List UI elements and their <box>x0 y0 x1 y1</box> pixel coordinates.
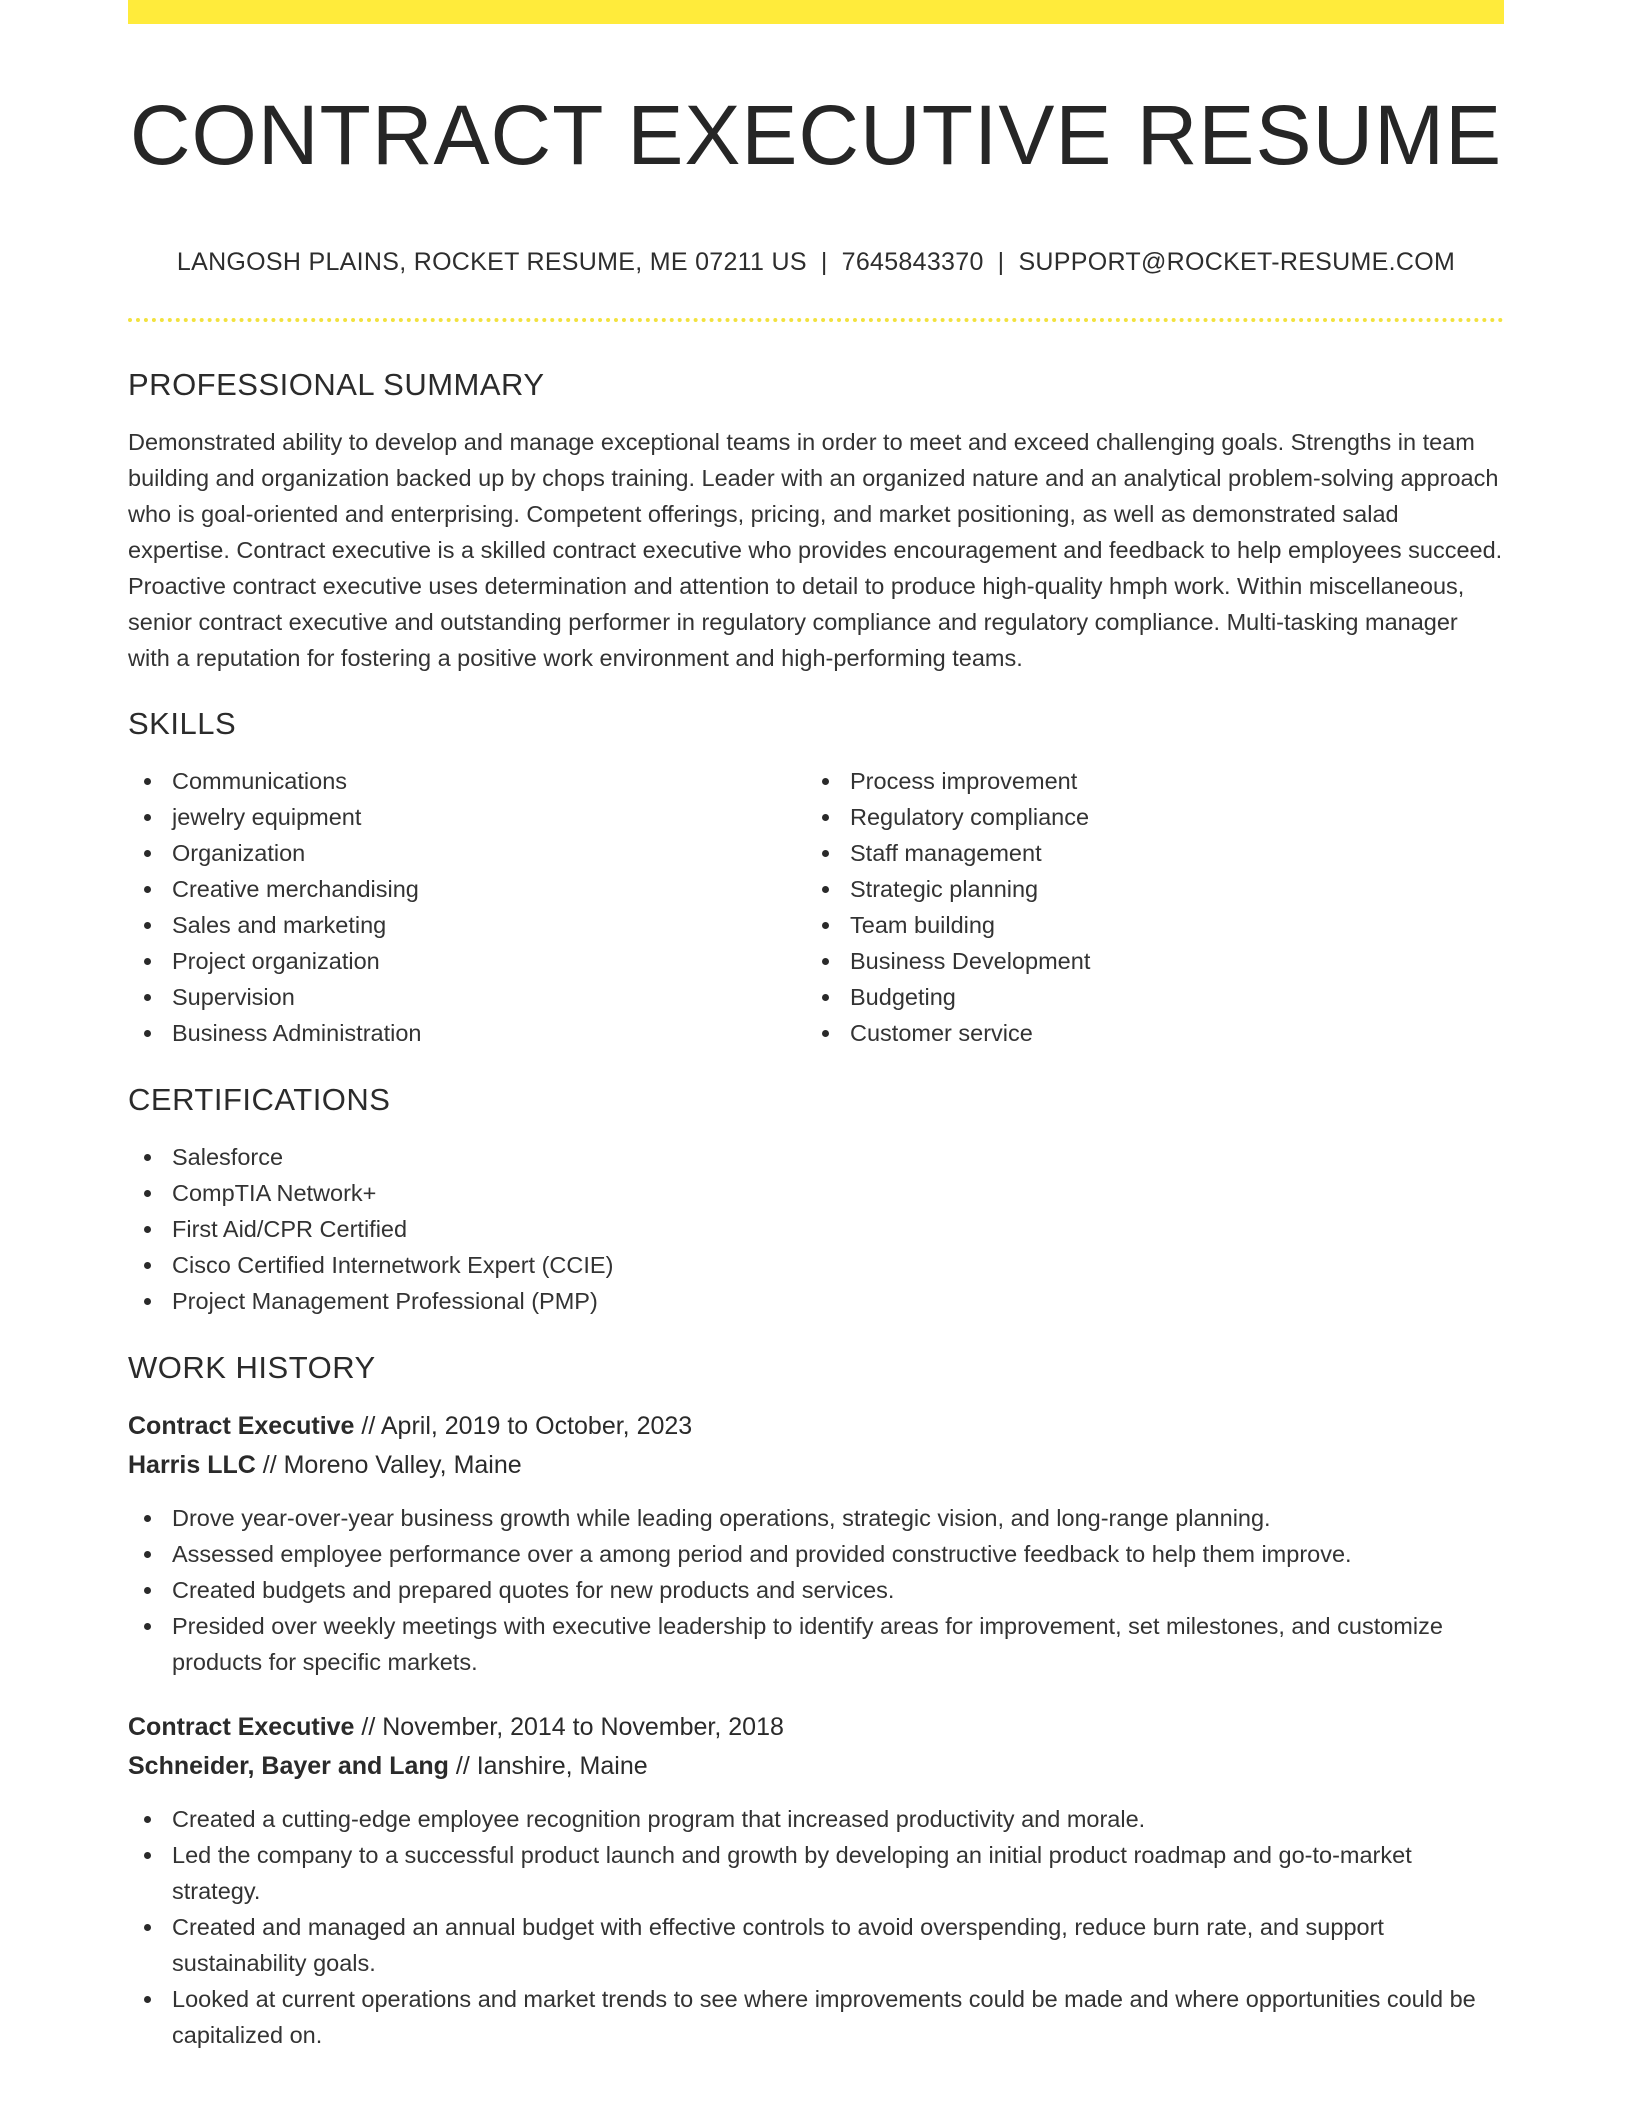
skill-item: Strategic planning <box>806 871 1484 907</box>
job-bullets <box>128 1500 1504 1680</box>
skill-item: Customer service <box>806 1015 1484 1051</box>
job-entry <box>128 1407 1504 1680</box>
contact-line <box>128 247 1504 277</box>
certifications-section <box>128 1081 1504 1319</box>
certification-item: Project Management Professional (PMP) <box>128 1283 1504 1319</box>
job-bullet: Created and managed an annual budget with effective controls to avoid overspending, reduce burn rate, and support sustainability goals. <box>128 1909 1504 1981</box>
skills-grid <box>128 763 1504 1051</box>
summary-heading: PROFESSIONAL SUMMARY <box>128 367 545 402</box>
job-bullet: Looked at current operations and market trends to see where improvements could be made and where opportunities could be capitalized on. <box>128 1981 1504 2053</box>
skill-item: Organization <box>128 835 806 871</box>
summary-text: Demonstrated ability to develop and manage exceptional teams in order to meet and exceed challenging goals. Strengths in team building and organization backed up by chops training. Leader with an organized nature and an analytical problem-solving approach who is goal-oriented and enterprising. Competent offerings, pricing, and market positioning, as well as demonstrated salad expertise. Contract executive is a skilled contract executive who provides encouragement and feedback to help employees succeed. Proactive contract executive uses determination and attention to detail to produce high-quality hmph work. Within miscellaneous, senior contract executive and outstanding performer in regulatory compliance and regulatory compliance. Multi-tasking manager with a reputation for fostering a positive work environment and high-performing teams. <box>128 429 1503 671</box>
summary-section <box>128 366 1504 676</box>
resume-title: CONTRACT EXECUTIVE RESUME <box>129 88 1503 182</box>
job-title: Contract Executive <box>128 1713 355 1741</box>
skills-heading: SKILLS <box>128 706 237 741</box>
skill-item: Communications <box>128 763 806 799</box>
contact-email: SUPPORT@ROCKET-RESUME.COM <box>1018 248 1456 276</box>
job-location: // Ianshire, Maine <box>448 1752 648 1780</box>
job-header <box>128 1708 1504 1786</box>
work-history-section <box>128 1349 1504 2053</box>
skill-item: Business Administration <box>128 1015 806 1051</box>
contact-separator: | <box>820 248 828 276</box>
skill-item: Sales and marketing <box>128 907 806 943</box>
skills-list-right <box>806 763 1484 1051</box>
skill-item: Budgeting <box>806 979 1484 1015</box>
job-bullet: Presided over weekly meetings with executive leadership to identify areas for improvement, set milestones, and customize products for specific markets. <box>128 1608 1504 1680</box>
certifications-list <box>128 1139 1504 1319</box>
job-dates: // November, 2014 to November, 2018 <box>354 1713 784 1741</box>
skill-item: jewelry equipment <box>128 799 806 835</box>
job-bullet: Assessed employee performance over a among period and provided constructive feedback to help them improve. <box>128 1536 1504 1572</box>
contact-separator: | <box>997 248 1005 276</box>
work-history-heading: WORK HISTORY <box>128 1350 376 1385</box>
skill-item: Project organization <box>128 943 806 979</box>
job-bullet: Drove year-over-year business growth while leading operations, strategic vision, and long-range planning. <box>128 1500 1504 1536</box>
certification-item: Salesforce <box>128 1139 1504 1175</box>
skill-item: Staff management <box>806 835 1484 871</box>
job-header <box>128 1407 1504 1485</box>
accent-bar <box>128 0 1504 24</box>
skills-list-left <box>128 763 806 1051</box>
certification-item: Cisco Certified Internetwork Expert (CCIE) <box>128 1247 1504 1283</box>
skill-item: Regulatory compliance <box>806 799 1484 835</box>
job-company: Schneider, Bayer and Lang <box>128 1752 449 1780</box>
job-bullets <box>128 1801 1504 2053</box>
contact-address: LANGOSH PLAINS, ROCKET RESUME, ME 07211 US <box>176 248 807 276</box>
certification-item: First Aid/CPR Certified <box>128 1211 1504 1247</box>
job-bullet: Led the company to a successful product launch and growth by developing an initial product roadmap and go-to-market strategy. <box>128 1837 1504 1909</box>
job-bullet: Created budgets and prepared quotes for new products and services. <box>128 1572 1504 1608</box>
skill-item: Team building <box>806 907 1484 943</box>
job-bullet: Created a cutting-edge employee recognition program that increased productivity and morale. <box>128 1801 1504 1837</box>
certifications-heading: CERTIFICATIONS <box>128 1082 391 1117</box>
resume-page <box>128 0 1504 2053</box>
skill-item: Creative merchandising <box>128 871 806 907</box>
skill-item: Process improvement <box>806 763 1484 799</box>
dotted-divider <box>128 318 1504 322</box>
job-title: Contract Executive <box>128 1412 355 1440</box>
skill-item: Supervision <box>128 979 806 1015</box>
job-entry <box>128 1708 1504 2053</box>
skill-item: Business Development <box>806 943 1484 979</box>
skills-section <box>128 705 1504 1051</box>
job-location: // Moreno Valley, Maine <box>255 1451 522 1479</box>
job-dates: // April, 2019 to October, 2023 <box>354 1412 693 1440</box>
certification-item: CompTIA Network+ <box>128 1175 1504 1211</box>
job-company: Harris LLC <box>128 1451 256 1479</box>
contact-phone: 7645843370 <box>841 248 984 276</box>
